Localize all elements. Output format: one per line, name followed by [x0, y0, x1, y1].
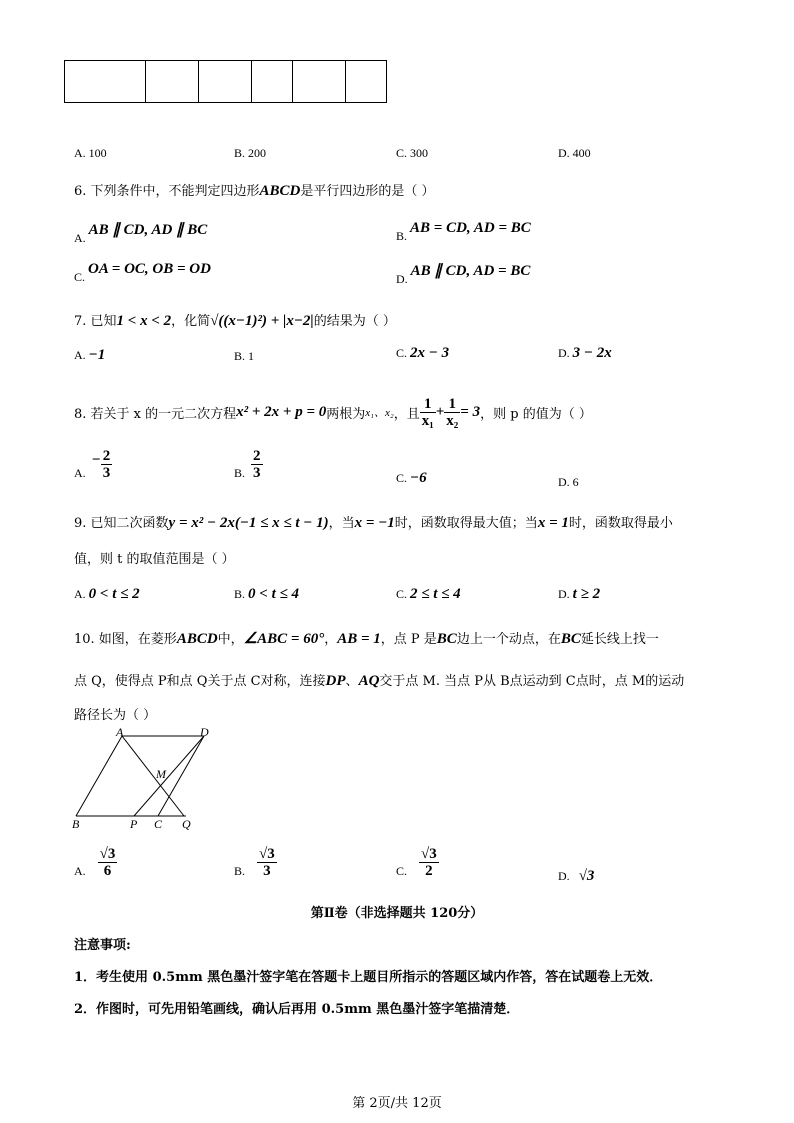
option-d: D. AB ∥ CD, AD = BC — [396, 263, 531, 286]
rhombus-figure — [66, 725, 209, 832]
table-cell — [146, 61, 199, 103]
section-title: 第Ⅱ卷（非选择题共 120分） — [310, 906, 484, 921]
question-9-stem-line2: 值，则 t 的取值范围是（ ） — [74, 552, 235, 567]
segment-aq — [122, 736, 184, 816]
fraction: $\frac{1}{\text{x₁}}$ — [421, 395, 434, 429]
option-b: B. 0 < t ≤ 4 — [234, 586, 299, 602]
label-q: Q — [182, 817, 191, 831]
segment-dp — [134, 736, 204, 816]
option-a: A. −1 — [74, 347, 106, 363]
option-d: D. t ≥ 2 — [558, 586, 601, 602]
frequency-table — [64, 60, 387, 103]
label-b: B — [72, 817, 80, 831]
option-c: C. 2 ≤ t ≤ 4 — [396, 586, 461, 602]
table-cell — [346, 61, 387, 103]
option-d: D. √3 — [558, 868, 595, 884]
label-d: D — [200, 725, 209, 739]
option-a: A. $\frac{√3}{6}$ — [74, 846, 116, 879]
question-8-stem: 8. 若关于 x 的一元二次方程 x² + 2x + p = 0 两根为 x₁、x₂ ，且 $\frac{1}{\text{x₁}}$ + $\frac{1}{\text{x₂}}$ = 3 ，则 p 的值为（ ） — [74, 395, 592, 429]
segment-ab — [76, 736, 122, 816]
option-c: C. OA = OC, OB = OD — [74, 261, 211, 284]
option-a: A. − $\frac{2}{3}$ — [74, 448, 111, 481]
option-b: B. AB = CD, AD = BC — [396, 220, 531, 243]
option-d: D. 3 − 2x — [558, 345, 612, 361]
question-10-stem: 10. 如图，在菱形ABCD中，∠ABC = 60°，AB = 1，点 P 是BC边上一个动点，在BC延长线上找一 — [74, 631, 659, 647]
label-p: P — [130, 817, 138, 831]
notice-title: 注意事项: — [74, 938, 131, 953]
option-c: C. $\frac{√3}{2}$ — [396, 846, 437, 879]
notice-item: 1．考生使用 0.5mm 黑色墨汁签字笔在答题卡上题目所指示的答题区域内作答，答在试题卷上无效． — [74, 970, 663, 985]
option-c: C. 300 — [396, 146, 429, 160]
option-b: B. 1 — [234, 349, 255, 363]
question-9-stem: 9. 已知二次函数y = x² − 2x(−1 ≤ x ≤ t − 1)，当x = −1时，函数取得最大值；当x = 1时，函数取得最小 — [74, 515, 673, 531]
option-a: A. 100 — [74, 146, 107, 160]
table-cell — [65, 61, 146, 103]
option-d: D. 400 — [558, 146, 591, 160]
question-10-stem-line3: 路径长为（ ） — [74, 708, 157, 723]
option-d: D. 6 — [558, 475, 579, 489]
table-cell — [199, 61, 252, 103]
option-c: C. 2x − 3 — [396, 345, 450, 361]
question-6-stem: 6. 下列条件中，不能判定四边形ABCD是平行四边形的是（ ） — [74, 183, 435, 199]
label-c: C — [154, 817, 163, 831]
label-a: A — [116, 725, 124, 739]
question-7-stem: 7. 已知1 < x < 2，化简√((x−1)²) + |x−2|的结果为（ ） — [74, 313, 396, 329]
label-m: M — [156, 767, 166, 781]
option-b: B. 200 — [234, 146, 267, 160]
option-b: B. $\frac{2}{3}$ — [234, 448, 261, 481]
option-b: B. $\frac{√3}{3}$ — [234, 846, 275, 879]
option-a: A. AB ∥ CD, AD ∥ BC — [74, 222, 208, 245]
option-c: C. −6 — [396, 470, 427, 486]
table-cell — [293, 61, 346, 103]
option-a: A. 0 < t ≤ 2 — [74, 586, 140, 602]
page-footer: 第 2页/共 12页 — [352, 1096, 442, 1111]
table-cell — [252, 61, 293, 103]
question-10-stem-line2: 点 Q，使得点 P和点 Q关于点 C对称，连接DP、AQ交于点 M. 当点 P从 B点运动到 C点时，点 M的运动 — [74, 673, 685, 689]
fraction: $\frac{1}{\text{x₂}}$ — [446, 395, 459, 429]
notice-item: 2．作图时，可先用铅笔画线，确认后再用 0.5mm 黑色墨汁签字笔描清楚． — [74, 1002, 520, 1017]
